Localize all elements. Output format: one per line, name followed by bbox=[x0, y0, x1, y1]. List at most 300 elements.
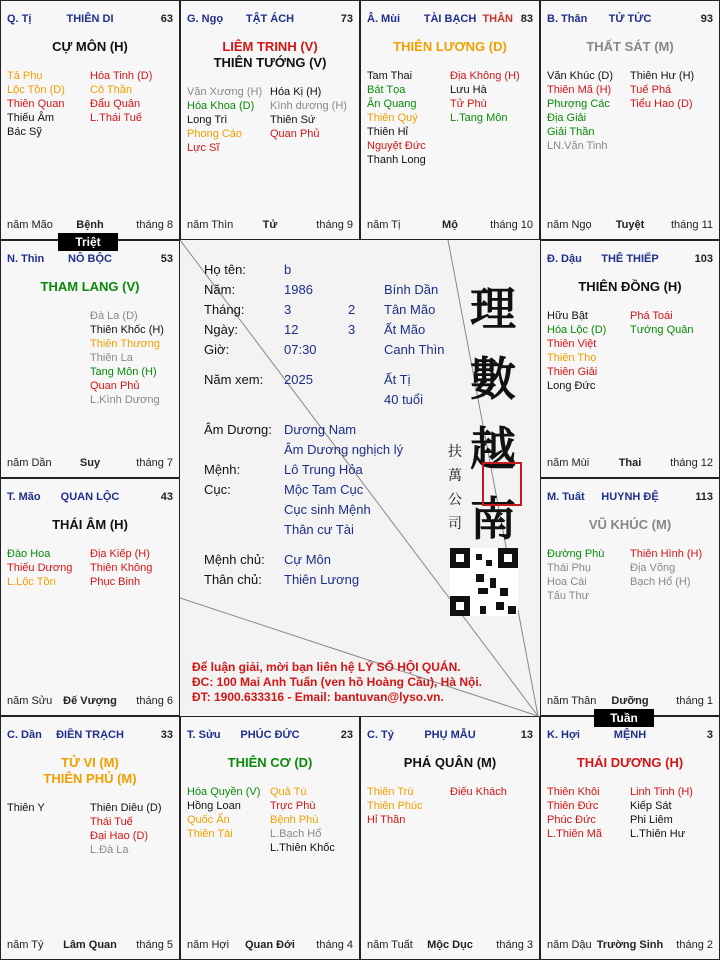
minor-star: Địa Kiếp (H) bbox=[90, 548, 150, 560]
minor-star: Thiên Khốc (H) bbox=[90, 324, 164, 336]
palace-footer bbox=[367, 219, 533, 231]
minor-col-right bbox=[630, 69, 713, 153]
minor-star: Hữu Bật bbox=[547, 310, 588, 322]
footer-month: tháng 8 bbox=[136, 219, 173, 231]
side-chars bbox=[448, 440, 462, 536]
day-can: Ất Mão bbox=[384, 322, 426, 337]
hour-can: Canh Thìn bbox=[384, 342, 445, 357]
main-stars bbox=[361, 755, 539, 771]
palace-number: 23 bbox=[340, 729, 353, 741]
minor-star: Cô Thần bbox=[90, 84, 132, 96]
minor-col-left bbox=[367, 785, 450, 827]
center-info-panel bbox=[180, 240, 540, 718]
minor-stars bbox=[187, 785, 353, 855]
footer-year: năm Thân bbox=[547, 695, 597, 707]
palace-branch: T. Sửu bbox=[187, 729, 221, 741]
palace-name: QUAN LỘC bbox=[60, 491, 120, 503]
minor-star: Hồng Loan bbox=[187, 800, 241, 812]
footer-stage: Mộ bbox=[442, 219, 458, 231]
minor-star: L.Thiên Khốc bbox=[270, 842, 335, 854]
minor-star: Hóa Lộc (D) bbox=[547, 324, 607, 336]
main-stars bbox=[1, 39, 179, 55]
palace-header bbox=[547, 491, 713, 505]
minor-star: Thái Tuế bbox=[90, 816, 133, 828]
palace-name: HUYNH ĐỆ bbox=[601, 491, 659, 503]
than-marker: THÂN bbox=[482, 13, 513, 25]
than-cu: Thân cư Tài bbox=[284, 522, 354, 537]
minor-star: L.Thiên Hư bbox=[630, 828, 686, 840]
footer-year: năm Tý bbox=[7, 939, 44, 951]
palace-number: 83 bbox=[520, 13, 533, 25]
day-lunar: 3 bbox=[348, 322, 356, 337]
minor-star: Thiên Thọ bbox=[547, 352, 597, 364]
footer-stage: Trường Sinh bbox=[596, 939, 664, 951]
footer-month: tháng 7 bbox=[136, 457, 173, 469]
footer-year: năm Thìn bbox=[187, 219, 234, 231]
minor-star: Đào Hoa bbox=[7, 548, 51, 560]
minor-star: Tả Phụ bbox=[7, 70, 43, 82]
footer-year: năm Ngọ bbox=[547, 219, 592, 231]
minor-star: Thiên La bbox=[90, 352, 133, 364]
palace-branch: Đ. Dậu bbox=[547, 253, 582, 265]
footer-month: tháng 6 bbox=[136, 695, 173, 707]
palace-name: TÀI BẠCH bbox=[423, 13, 477, 25]
than-chu-value: Thiên Lương bbox=[284, 572, 360, 587]
footer-month: tháng 1 bbox=[676, 695, 713, 707]
minor-col-left bbox=[547, 547, 630, 603]
palace-branch: Â. Mùi bbox=[367, 13, 400, 25]
minor-star: Hóa Khoa (D) bbox=[187, 100, 255, 112]
main-star: THIÊN CƠ (D) bbox=[227, 755, 313, 770]
palace-number: 103 bbox=[694, 253, 713, 265]
main-stars bbox=[541, 279, 719, 295]
palace-2[interactable] bbox=[360, 0, 540, 240]
footer-stage: Đế Vượng bbox=[63, 695, 117, 707]
minor-stars bbox=[7, 69, 173, 139]
main-star: TỬ VI (M) bbox=[61, 755, 119, 770]
main-stars bbox=[541, 39, 719, 55]
palace-number: 93 bbox=[700, 13, 713, 25]
palace-number: 63 bbox=[160, 13, 173, 25]
view-year-value: 2025 bbox=[284, 372, 313, 387]
minor-star: Thiên Việt bbox=[547, 338, 597, 350]
palace-footer bbox=[7, 219, 173, 231]
main-stars bbox=[181, 39, 359, 71]
minor-star: Giải Thần bbox=[547, 126, 595, 138]
minor-col-right bbox=[450, 69, 533, 167]
minor-star: L.Kình Dương bbox=[90, 394, 160, 406]
minor-star: Long Đức bbox=[547, 380, 596, 392]
minor-stars bbox=[7, 547, 173, 589]
footer-stage: Mộc Dục bbox=[427, 939, 473, 951]
minor-star: Bệnh Phù bbox=[270, 814, 319, 826]
menh-label: Mệnh: bbox=[204, 462, 241, 477]
minor-star: Thiên Khôi bbox=[547, 786, 600, 798]
minor-star: Tang Môn (H) bbox=[90, 366, 157, 378]
minor-star: Hóa Tinh (D) bbox=[90, 70, 153, 82]
footer-year: năm Tuất bbox=[367, 939, 413, 951]
footer-stage: Tử bbox=[262, 219, 278, 231]
palace-4[interactable] bbox=[0, 240, 180, 478]
menh-chu-label: Mệnh chủ: bbox=[204, 552, 265, 567]
calligraphy-text bbox=[470, 274, 516, 554]
palace-name: MỆNH bbox=[613, 729, 647, 741]
palace-name: THÊ THIẾP bbox=[601, 253, 659, 265]
palace-footer bbox=[547, 457, 713, 469]
minor-star: Thiên Hình (H) bbox=[630, 548, 703, 560]
calli-char: 理 bbox=[470, 282, 516, 336]
palace-9[interactable] bbox=[180, 716, 360, 960]
minor-star: Thiên Tài bbox=[187, 828, 233, 840]
footer-month: tháng 12 bbox=[670, 457, 713, 469]
palace-header bbox=[7, 491, 173, 505]
day-value: 12 bbox=[284, 322, 299, 337]
footer-year: năm Hợi bbox=[187, 939, 230, 951]
footer-stage: Lâm Quan bbox=[63, 939, 117, 951]
minor-col-right bbox=[450, 785, 533, 827]
palace-footer bbox=[547, 219, 713, 231]
palace-number: 3 bbox=[706, 729, 713, 741]
minor-star: Hỉ Thần bbox=[367, 814, 406, 826]
footer-year: năm Tị bbox=[367, 219, 401, 231]
main-stars bbox=[361, 39, 539, 55]
minor-star: Hóa Kị (H) bbox=[270, 86, 322, 98]
palace-header bbox=[547, 13, 713, 27]
year-label: Năm: bbox=[204, 282, 236, 297]
triet-badge: Triệt bbox=[58, 233, 118, 251]
palace-name: ĐIỀN TRẠCH bbox=[56, 729, 124, 741]
main-star: CỰ MÔN (H) bbox=[52, 39, 128, 54]
minor-col-right bbox=[90, 69, 173, 139]
amduong-label: Âm Dương: bbox=[204, 422, 272, 437]
palace-branch: T. Mão bbox=[7, 491, 41, 503]
amduong-note: Âm Dương nghịch lý bbox=[284, 442, 404, 457]
cuc-label: Cục: bbox=[204, 482, 231, 497]
minor-star: Thiên Sứ bbox=[270, 114, 316, 126]
name-value: b bbox=[284, 262, 292, 277]
minor-star: Thiên Hư (H) bbox=[630, 70, 695, 82]
minor-col-left bbox=[7, 547, 90, 589]
minor-star: Thiên Không bbox=[90, 562, 153, 574]
main-stars bbox=[1, 755, 179, 787]
minor-col-right bbox=[270, 85, 353, 155]
palace-footer bbox=[187, 219, 353, 231]
qr-code-icon[interactable] bbox=[450, 548, 518, 616]
minor-star: Địa Giải bbox=[547, 112, 587, 124]
palace-number: 13 bbox=[520, 729, 533, 741]
notice-line: ĐT: 1900.633316 - Email: bantuvan@lyso.vn. bbox=[192, 690, 444, 704]
palace-3[interactable] bbox=[540, 0, 720, 240]
minor-col-right bbox=[90, 801, 173, 857]
minor-star: Đẩu Quân bbox=[90, 98, 141, 110]
palace-branch: M. Tuất bbox=[547, 491, 585, 503]
main-star: VŨ KHÚC (M) bbox=[588, 517, 672, 532]
palace-5[interactable] bbox=[540, 240, 720, 478]
minor-star: LN.Văn Tinh bbox=[547, 140, 608, 152]
palace-header bbox=[7, 13, 173, 27]
menh-chu-value: Cự Môn bbox=[284, 552, 331, 567]
menh-value: Lô Trung Hỏa bbox=[284, 462, 363, 477]
notice-line: Để luận giải, mời bạn liên hệ LÝ SỐ HỘI QUÁN. bbox=[192, 660, 461, 674]
minor-col-left bbox=[7, 69, 90, 139]
footer-stage: Suy bbox=[79, 457, 101, 469]
main-stars bbox=[541, 517, 719, 533]
palace-name: TỬ TỨC bbox=[608, 13, 652, 25]
palace-header bbox=[367, 729, 533, 743]
footer-month: tháng 5 bbox=[136, 939, 173, 951]
palace-name: TẬT ÁCH bbox=[245, 13, 295, 25]
main-star: PHÁ QUÂN (M) bbox=[403, 755, 497, 770]
main-stars bbox=[181, 755, 359, 771]
minor-star: Phúc Đức bbox=[547, 814, 596, 826]
minor-star: Đà La (D) bbox=[90, 310, 138, 322]
age-value: 40 tuổi bbox=[384, 392, 424, 407]
minor-star: Thiên Mã (H) bbox=[547, 84, 612, 96]
minor-star: Phượng Các bbox=[547, 98, 610, 110]
minor-star: Trực Phù bbox=[270, 800, 316, 812]
minor-star: Thiếu Dương bbox=[7, 562, 73, 574]
minor-star: Linh Tinh (H) bbox=[630, 786, 693, 798]
main-star: THAM LANG (V) bbox=[40, 279, 140, 294]
minor-star: Phi Liêm bbox=[630, 814, 673, 826]
minor-star: Hóa Quyền (V) bbox=[187, 786, 261, 798]
palace-branch: C. Tý bbox=[367, 729, 394, 741]
palace-footer bbox=[7, 457, 173, 469]
minor-star: Đại Hao (D) bbox=[90, 830, 149, 842]
palace-name: THIÊN DI bbox=[66, 13, 114, 25]
minor-star: Kình dương (H) bbox=[270, 100, 347, 112]
minor-star: Điếu Khách bbox=[450, 786, 507, 798]
minor-star: Nguyệt Đức bbox=[367, 140, 426, 152]
month-value: 3 bbox=[284, 302, 292, 317]
minor-star: Tướng Quân bbox=[630, 324, 694, 336]
minor-star: L.Tang Môn bbox=[450, 112, 508, 124]
palace-branch: N. Thìn bbox=[7, 253, 45, 265]
minor-stars bbox=[547, 69, 713, 153]
minor-star: Văn Xương (H) bbox=[187, 86, 263, 98]
month-lunar: 2 bbox=[348, 302, 356, 317]
minor-star: Phá Toái bbox=[630, 310, 673, 322]
minor-col-right bbox=[90, 547, 173, 589]
minor-stars bbox=[7, 309, 173, 407]
palace-name: PHỤ MẪU bbox=[424, 729, 476, 741]
palace-number: 113 bbox=[695, 491, 713, 503]
main-stars bbox=[1, 517, 179, 533]
name-label: Họ tên: bbox=[204, 262, 246, 277]
footer-year: năm Mùi bbox=[547, 457, 590, 469]
footer-month: tháng 2 bbox=[676, 939, 713, 951]
minor-star: L.Thiên Mã bbox=[547, 828, 603, 840]
minor-star: Thiên Thương bbox=[90, 338, 161, 350]
minor-star: Quả Tú bbox=[270, 786, 307, 798]
footer-stage: Dưỡng bbox=[611, 695, 649, 707]
palace-name: NÔ BỘC bbox=[68, 253, 112, 265]
palace-number: 73 bbox=[340, 13, 353, 25]
palace-header bbox=[187, 729, 353, 743]
main-stars bbox=[1, 279, 179, 295]
minor-star: L.Lộc Tồn bbox=[7, 576, 56, 588]
minor-stars bbox=[547, 785, 713, 841]
minor-star: Bác Sỹ bbox=[7, 126, 42, 138]
palace-footer bbox=[367, 939, 533, 951]
view-year-can: Ất Tị bbox=[384, 372, 411, 387]
footer-month: tháng 11 bbox=[670, 219, 713, 231]
hour-value: 07:30 bbox=[284, 342, 317, 357]
minor-col-left bbox=[547, 309, 630, 393]
footer-year: năm Dần bbox=[7, 457, 52, 469]
footer-stage: Tuyệt bbox=[615, 219, 645, 231]
footer-stage: Bệnh bbox=[76, 219, 104, 231]
palace-header bbox=[7, 729, 173, 743]
palace-footer bbox=[547, 695, 713, 707]
minor-col-right bbox=[90, 309, 173, 407]
palace-branch: K. Hợi bbox=[547, 729, 580, 741]
year-value: 1986 bbox=[284, 282, 313, 297]
palace-branch: B. Thân bbox=[547, 13, 588, 25]
minor-star: Thiên Quý bbox=[367, 112, 418, 124]
minor-star: Tử Phù bbox=[450, 98, 487, 110]
minor-star: Long Trì bbox=[187, 114, 228, 126]
palace-footer bbox=[7, 939, 173, 951]
minor-col-left bbox=[367, 69, 450, 167]
minor-star: Tam Thai bbox=[367, 70, 413, 82]
minor-col-left bbox=[187, 85, 270, 155]
minor-star: Ân Quang bbox=[367, 98, 417, 110]
day-label: Ngày: bbox=[204, 322, 238, 337]
minor-col-right bbox=[630, 547, 713, 603]
palace-header bbox=[7, 253, 173, 267]
main-star: LIÊM TRINH (V) bbox=[222, 39, 318, 54]
footer-month: tháng 4 bbox=[316, 939, 353, 951]
minor-star: Bạch Hổ (H) bbox=[630, 576, 691, 588]
main-star: THÁI ÂM (H) bbox=[52, 517, 128, 532]
minor-star: Thiên Quan bbox=[7, 98, 65, 110]
footer-year: năm Mão bbox=[7, 219, 53, 231]
month-label: Tháng: bbox=[204, 302, 245, 317]
palace-footer bbox=[547, 939, 713, 951]
main-star: THIÊN LƯƠNG (D) bbox=[393, 39, 507, 54]
minor-star: Địa Võng bbox=[630, 562, 676, 574]
calli-char: 越 bbox=[470, 422, 516, 476]
calli-char: 數 bbox=[470, 352, 516, 406]
minor-star: Thiên Đức bbox=[547, 800, 599, 812]
minor-col-left bbox=[7, 801, 90, 857]
palace-0[interactable] bbox=[0, 0, 180, 240]
tuan-badge: Tuần bbox=[594, 709, 654, 727]
palace-footer bbox=[7, 695, 173, 707]
palace-header bbox=[547, 253, 713, 267]
footer-year: năm Dậu bbox=[547, 939, 592, 951]
palace-branch: G. Ngọ bbox=[187, 13, 224, 25]
minor-star: Tiểu Hao (D) bbox=[630, 98, 693, 110]
minor-star: Thiên Hỉ bbox=[367, 126, 408, 138]
palace-header bbox=[547, 729, 713, 743]
palace-header bbox=[187, 13, 353, 27]
side-char: 司 bbox=[448, 516, 462, 532]
minor-star: L.Thái Tuế bbox=[90, 112, 142, 124]
footer-stage: Quan Đới bbox=[245, 939, 295, 951]
minor-star: Thiên Phúc bbox=[367, 800, 423, 812]
palace-7[interactable] bbox=[540, 478, 720, 716]
footer-stage: Thai bbox=[618, 457, 642, 469]
view-year-label: Năm xem: bbox=[204, 372, 264, 387]
minor-star: Phục Binh bbox=[90, 576, 141, 588]
minor-stars bbox=[187, 85, 353, 155]
main-stars bbox=[541, 755, 719, 771]
palace-10[interactable] bbox=[360, 716, 540, 960]
minor-star: L.Đà La bbox=[90, 844, 129, 856]
minor-star: Thiên Diêu (D) bbox=[90, 802, 162, 814]
minor-star: Phong Cáo bbox=[187, 128, 243, 140]
main-star: THIÊN ĐỒNG (H) bbox=[578, 279, 682, 294]
palace-branch: C. Dần bbox=[7, 729, 42, 741]
footer-month: tháng 3 bbox=[496, 939, 533, 951]
minor-col-right bbox=[630, 785, 713, 841]
minor-star: Thiên Y bbox=[7, 802, 45, 814]
palace-number: 43 bbox=[160, 491, 173, 503]
minor-col-left bbox=[547, 69, 630, 153]
red-seal-icon bbox=[482, 462, 522, 506]
main-star: THIÊN TƯỚNG (V) bbox=[213, 55, 327, 70]
minor-star: Tấu Thư bbox=[547, 590, 590, 602]
side-char: 公 bbox=[448, 492, 462, 508]
minor-star: Địa Không (H) bbox=[450, 70, 520, 82]
year-can: Bính Dần bbox=[384, 282, 439, 297]
footer-year: năm Sửu bbox=[7, 695, 53, 707]
minor-star: Lộc Tồn (D) bbox=[7, 84, 65, 96]
minor-star: Quan Phủ bbox=[90, 380, 140, 392]
main-star: THIÊN PHỦ (M) bbox=[43, 771, 137, 786]
minor-star: Tuế Phá bbox=[630, 84, 672, 96]
minor-star: Lưu Hà bbox=[450, 84, 487, 96]
cuc-value: Mộc Tam Cục bbox=[284, 482, 364, 497]
minor-stars bbox=[547, 309, 713, 393]
calli-char: 南 bbox=[470, 492, 516, 546]
minor-star: Quốc Ấn bbox=[187, 814, 230, 826]
minor-stars bbox=[7, 801, 173, 857]
palace-1[interactable] bbox=[180, 0, 360, 240]
palace-11[interactable] bbox=[540, 716, 720, 960]
minor-col-right bbox=[270, 785, 353, 855]
notice-line: ĐC: 100 Mai Anh Tuấn (ven hồ Hoàng Cầu), Hà Nội. bbox=[192, 675, 483, 689]
palace-number: 33 bbox=[160, 729, 173, 741]
main-star: THẤT SÁT (M) bbox=[586, 39, 674, 54]
minor-star: Kiếp Sát bbox=[630, 800, 672, 812]
minor-col-left bbox=[187, 785, 270, 855]
footer-month: tháng 10 bbox=[490, 219, 533, 231]
contact-notice bbox=[192, 660, 482, 705]
amduong-value: Dương Nam bbox=[284, 422, 357, 437]
side-char: 萬 bbox=[448, 468, 462, 484]
minor-star: Quan Phủ bbox=[270, 128, 320, 140]
palace-6[interactable] bbox=[0, 478, 180, 716]
minor-star: Thiếu Âm bbox=[7, 112, 55, 124]
minor-star: Thiên Trù bbox=[367, 786, 414, 798]
main-star: THÁI DƯƠNG (H) bbox=[576, 755, 684, 770]
minor-stars bbox=[547, 547, 713, 603]
minor-stars bbox=[367, 785, 533, 827]
footer-month: tháng 9 bbox=[316, 219, 353, 231]
palace-name: PHÚC ĐỨC bbox=[240, 729, 300, 741]
palace-branch: Q. Tị bbox=[7, 13, 32, 25]
palace-8[interactable] bbox=[0, 716, 180, 960]
cuc-note: Cục sinh Mệnh bbox=[284, 502, 371, 517]
minor-star: Đường Phù bbox=[547, 548, 605, 560]
minor-star: Văn Khúc (D) bbox=[547, 70, 614, 82]
month-can: Tân Mão bbox=[384, 302, 436, 317]
than-chu-label: Thân chủ: bbox=[204, 572, 262, 587]
palace-number: 53 bbox=[160, 253, 173, 265]
